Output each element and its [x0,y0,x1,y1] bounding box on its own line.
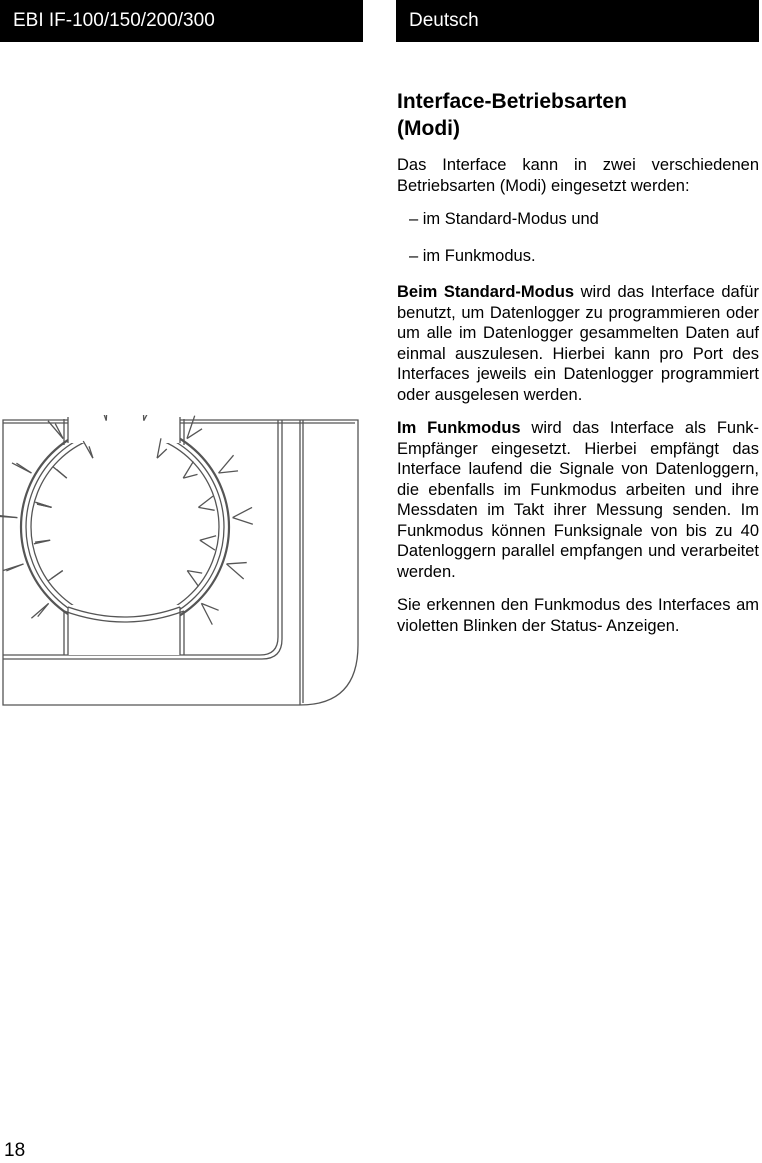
light-ray-icon [198,507,214,510]
light-ray-icon [233,518,253,525]
light-ray-icon [200,540,215,550]
light-ray-icon [233,507,252,517]
standard-mode-term: Beim Standard-Modus [397,283,575,301]
light-ray-icon [226,564,243,579]
light-ray-icon [31,603,48,618]
main-column [397,88,759,649]
list-item-standard: – im Standard-Modus und [409,210,599,228]
light-ray-icon [219,471,238,473]
closing-paragraph: Sie erkennen den Funkmodus des Interfaces am violetten Blinken der Status- Anzeigen. [397,596,759,635]
light-ray-icon [57,469,67,478]
standard-mode-paragraph: Beim Standard-Modus wird das Interface dafür benutzt, um Datenlogger zu programmieren oder um alle im Datenlogger gesammelten Daten auf einmal auszulesen. Hierbei kann pro Port des Interfaces jeweils ein Datenlogger programmiert oder ausgelesen werden. [397,283,759,404]
light-ray-icon [200,536,216,540]
light-ray-icon [187,571,198,587]
language-label: Deutsch [409,10,479,31]
section-heading: Interface-Betriebsarten (Modi) [397,90,627,140]
header-right [396,0,759,42]
list-item-funk: – im Funkmodus. [409,246,536,265]
light-ray-icon [187,416,195,439]
light-ray-icon [219,455,234,473]
blinking-status-light-illustration [0,415,363,710]
light-ray-icon [16,463,31,473]
light-ray-icon [3,564,23,571]
funk-mode-paragraph: Im Funkmodus wird das Interface als Funk-Empfänger eingesetzt. Hierbei empfängt das Interface laufend die Signale von Datenloggern, die ebenfalls im Funkmodus arbeiten und ihre Messdaten im Takt ihrer Messung senden. Im Funkmodus können Funksignale von bis zu 40 Datenloggern parallel empfangen und verarbeitet werden. [397,419,759,581]
funk-mode-term: Im Funkmodus [397,419,521,437]
light-ray-icon [48,571,63,582]
document-title: EBI IF-100/150/200/300 [13,10,215,31]
page-number: 18 [4,1140,26,1161]
light-ray-icon [226,563,246,564]
header-left [0,0,363,42]
intro-paragraph: Das Interface kann in zwei verschiedenen Betriebsarten (Modi) eingesetzt werden: [397,156,759,195]
light-ray-icon [198,496,213,507]
